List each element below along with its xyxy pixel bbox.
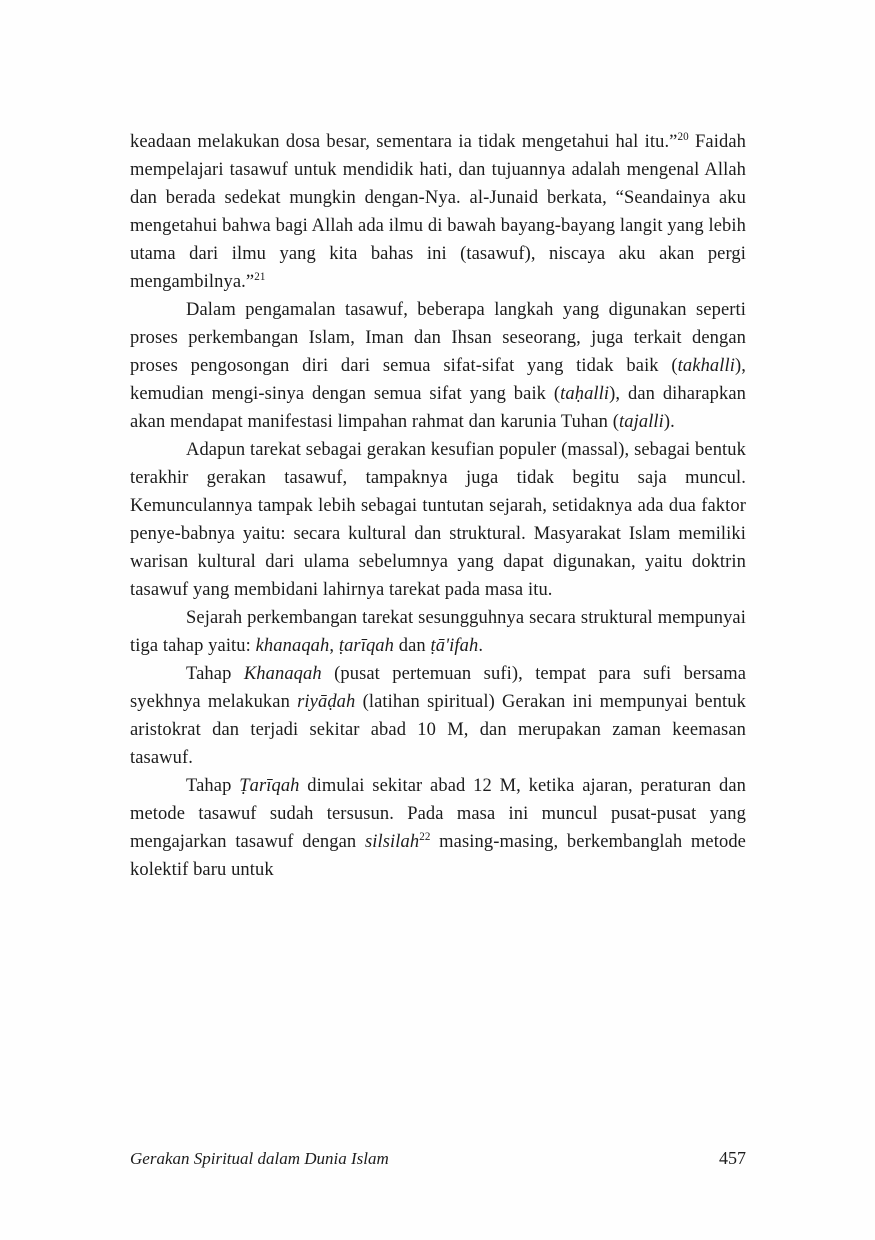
text-run: Dalam pengamalan tasawuf, beberapa langkah yang digunakan seperti proses perkembangan Islam, Iman dan Ihsan seseorang, juga terkait dengan proses pengosongan diri dari semua sifat-sifat yang tidak baik ( bbox=[130, 300, 746, 376]
italic-term: riyāḍah bbox=[297, 692, 356, 712]
text-run: . bbox=[478, 636, 484, 656]
page-number: 457 bbox=[719, 1148, 746, 1168]
italic-term: silsilah bbox=[364, 832, 420, 852]
italic-term: takhalli bbox=[677, 356, 735, 376]
text-run: dan bbox=[394, 636, 431, 656]
text-run: ), kemudian mengi-sinya dengan semua sifat yang baik ( bbox=[130, 356, 746, 404]
italic-term: Khanaqah bbox=[243, 664, 322, 684]
text-run: ). bbox=[663, 412, 675, 432]
footer bbox=[130, 1148, 746, 1169]
text-run: dimulai sekitar abad 12 M, ketika ajaran, peraturan dan metode tasawuf sudah tersusun. Pada masa ini muncul pusat-pusat yang mengajarkan tasawuf dengan bbox=[130, 776, 747, 852]
italic-term: tajalli bbox=[619, 412, 664, 432]
footnote-marker: 21 bbox=[254, 270, 266, 283]
paragraph bbox=[130, 772, 746, 884]
paragraph bbox=[130, 128, 746, 296]
paragraph bbox=[130, 660, 746, 772]
paragraph bbox=[130, 296, 746, 436]
italic-term: Ṭarīqah bbox=[239, 776, 300, 796]
text-run: (pusat pertemuan sufi), tempat para sufi bersama syekhnya melakukan bbox=[130, 664, 747, 712]
text-run: Tahap bbox=[186, 776, 240, 796]
text-run: Adapun tarekat sebagai gerakan kesufian populer (massal), sebagai bentuk terakhir gerakan tasawuf, tampaknya juga tidak begitu saja muncul. Kemunculannya tampak lebih sebagai tuntutan sejarah, setidaknya ada dua faktor penye-babnya yaitu: secara kultural dan struktural. Masyarakat Islam memiliki warisan kultural dari ulama sebelumnya yang dapat digunakan, yaitu doktrin tasawuf yang membidani lahirnya tarekat pada masa itu. bbox=[130, 440, 746, 600]
paragraph bbox=[130, 604, 746, 660]
text-run: keadaan melakukan dosa besar, sementara ia tidak mengetahui hal itu.” bbox=[130, 132, 678, 152]
text-run: , bbox=[329, 636, 339, 656]
footnote-marker: 22 bbox=[419, 830, 431, 843]
text-run: Faidah mempelajari tasawuf untuk mendidik hati, dan tujuannya adalah mengenal Allah dan berada sedekat mungkin dengan-Nya. al-Junaid berkata, “Seandainya aku mengetahui bahwa bagi Allah ada ilmu di bawah bayang-bayang langit yang lebih utama dari ilmu yang kita bahas ini (tasawuf), niscaya aku akan pergi mengambilnya.” bbox=[130, 132, 746, 292]
italic-term: ṭā'ifah bbox=[430, 636, 479, 656]
footnote-marker: 20 bbox=[677, 130, 689, 143]
text-run: masing-masing, berkembanglah metode kolektif baru untuk bbox=[130, 832, 746, 880]
italic-term: ṭarīqah bbox=[338, 636, 395, 656]
text-run: Tahap bbox=[186, 664, 244, 684]
text-run: ), dan diharapkan akan mendapat manifestasi limpahan rahmat dan karunia Tuhan ( bbox=[130, 384, 746, 432]
paragraph bbox=[130, 436, 746, 604]
text-run: (latihan spiritual) Gerakan ini mempunyai bentuk aristokrat dan terjadi sekitar abad 10 M, dan merupakan zaman keemasan tasawuf. bbox=[130, 692, 747, 768]
running-title: Gerakan Spiritual dalam Dunia Islam bbox=[130, 1149, 389, 1168]
text-run: Sejarah perkembangan tarekat sesungguhnya secara struktural mempunyai tiga tahap yaitu: bbox=[130, 608, 746, 656]
italic-term: taḥalli bbox=[560, 384, 610, 404]
italic-term: khanaqah bbox=[255, 636, 330, 656]
text-block bbox=[130, 128, 746, 884]
